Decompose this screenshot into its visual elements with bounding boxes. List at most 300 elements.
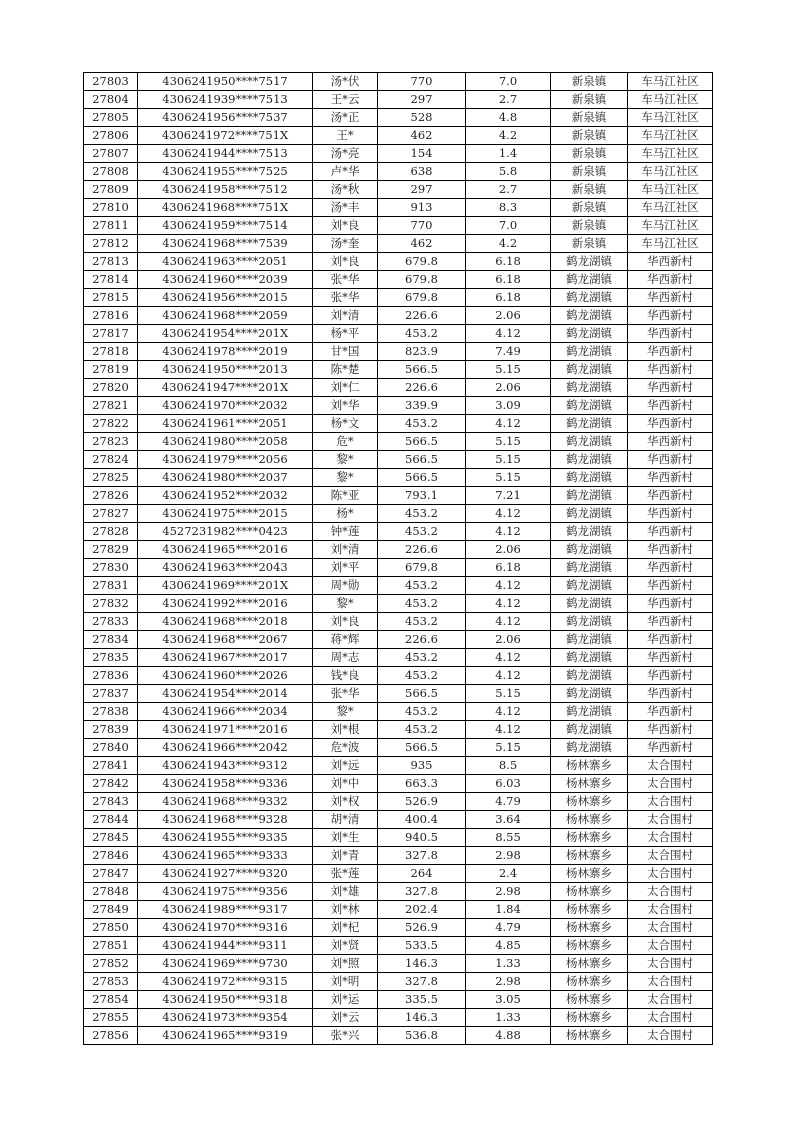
table-row bbox=[84, 505, 713, 523]
amount-cell: 526.9 bbox=[378, 793, 466, 811]
name-cell: 刘*照 bbox=[313, 955, 378, 973]
village-cell: 华西新村 bbox=[628, 631, 713, 649]
id-number-cell: 4306241956****7537 bbox=[138, 109, 313, 127]
table-row bbox=[84, 307, 713, 325]
area-cell: 5.15 bbox=[466, 433, 551, 451]
township-cell: 鹤龙湖镇 bbox=[551, 631, 628, 649]
row-number-cell: 27828 bbox=[84, 523, 138, 541]
id-number-cell: 4306241954****2014 bbox=[138, 685, 313, 703]
row-number-cell: 27841 bbox=[84, 757, 138, 775]
village-cell: 华西新村 bbox=[628, 397, 713, 415]
id-number-cell: 4306241939****7513 bbox=[138, 91, 313, 109]
id-number-cell: 4306241955****7525 bbox=[138, 163, 313, 181]
area-cell: 4.12 bbox=[466, 595, 551, 613]
id-number-cell: 4306241963****2043 bbox=[138, 559, 313, 577]
row-number-cell: 27803 bbox=[84, 73, 138, 91]
id-number-cell: 4306241971****2016 bbox=[138, 721, 313, 739]
township-cell: 鹤龙湖镇 bbox=[551, 433, 628, 451]
amount-cell: 453.2 bbox=[378, 613, 466, 631]
township-cell: 鹤龙湖镇 bbox=[551, 721, 628, 739]
township-cell: 新泉镇 bbox=[551, 163, 628, 181]
area-cell: 4.8 bbox=[466, 109, 551, 127]
id-number-cell: 4306241975****9356 bbox=[138, 883, 313, 901]
table-row bbox=[84, 775, 713, 793]
name-cell: 刘*根 bbox=[313, 721, 378, 739]
area-cell: 4.12 bbox=[466, 721, 551, 739]
area-cell: 3.64 bbox=[466, 811, 551, 829]
village-cell: 太合围村 bbox=[628, 973, 713, 991]
table-row bbox=[84, 145, 713, 163]
village-cell: 太合围村 bbox=[628, 757, 713, 775]
village-cell: 华西新村 bbox=[628, 271, 713, 289]
amount-cell: 462 bbox=[378, 127, 466, 145]
amount-cell: 335.5 bbox=[378, 991, 466, 1009]
area-cell: 1.33 bbox=[466, 1009, 551, 1027]
table-row bbox=[84, 847, 713, 865]
name-cell: 汤*秋 bbox=[313, 181, 378, 199]
table-row bbox=[84, 523, 713, 541]
area-cell: 4.12 bbox=[466, 325, 551, 343]
row-number-cell: 27855 bbox=[84, 1009, 138, 1027]
id-number-cell: 4306241944****9311 bbox=[138, 937, 313, 955]
row-number-cell: 27825 bbox=[84, 469, 138, 487]
village-cell: 华西新村 bbox=[628, 703, 713, 721]
area-cell: 6.18 bbox=[466, 253, 551, 271]
village-cell: 太合围村 bbox=[628, 919, 713, 937]
id-number-cell: 4527231982****0423 bbox=[138, 523, 313, 541]
id-number-cell: 4306241975****2015 bbox=[138, 505, 313, 523]
table-row bbox=[84, 217, 713, 235]
village-cell: 车马江社区 bbox=[628, 91, 713, 109]
village-cell: 车马江社区 bbox=[628, 199, 713, 217]
area-cell: 2.7 bbox=[466, 91, 551, 109]
village-cell: 华西新村 bbox=[628, 325, 713, 343]
area-cell: 5.15 bbox=[466, 469, 551, 487]
name-cell: 刘*权 bbox=[313, 793, 378, 811]
name-cell: 黎* bbox=[313, 451, 378, 469]
amount-cell: 453.2 bbox=[378, 505, 466, 523]
township-cell: 杨林寨乡 bbox=[551, 1009, 628, 1027]
village-cell: 华西新村 bbox=[628, 379, 713, 397]
township-cell: 新泉镇 bbox=[551, 199, 628, 217]
row-number-cell: 27829 bbox=[84, 541, 138, 559]
row-number-cell: 27822 bbox=[84, 415, 138, 433]
area-cell: 2.98 bbox=[466, 973, 551, 991]
row-number-cell: 27840 bbox=[84, 739, 138, 757]
amount-cell: 297 bbox=[378, 91, 466, 109]
table-row bbox=[84, 343, 713, 361]
township-cell: 鹤龙湖镇 bbox=[551, 343, 628, 361]
township-cell: 鹤龙湖镇 bbox=[551, 451, 628, 469]
row-number-cell: 27820 bbox=[84, 379, 138, 397]
area-cell: 2.4 bbox=[466, 865, 551, 883]
village-cell: 太合围村 bbox=[628, 847, 713, 865]
village-cell: 太合围村 bbox=[628, 991, 713, 1009]
id-number-cell: 4306241992****2016 bbox=[138, 595, 313, 613]
table-row bbox=[84, 919, 713, 937]
area-cell: 5.15 bbox=[466, 361, 551, 379]
area-cell: 4.12 bbox=[466, 415, 551, 433]
table-row bbox=[84, 541, 713, 559]
township-cell: 鹤龙湖镇 bbox=[551, 577, 628, 595]
row-number-cell: 27818 bbox=[84, 343, 138, 361]
row-number-cell: 27837 bbox=[84, 685, 138, 703]
amount-cell: 566.5 bbox=[378, 469, 466, 487]
area-cell: 4.2 bbox=[466, 127, 551, 145]
row-number-cell: 27851 bbox=[84, 937, 138, 955]
id-number-cell: 4306241958****9336 bbox=[138, 775, 313, 793]
name-cell: 刘*中 bbox=[313, 775, 378, 793]
village-cell: 车马江社区 bbox=[628, 181, 713, 199]
township-cell: 杨林寨乡 bbox=[551, 865, 628, 883]
id-number-cell: 4306241954****201X bbox=[138, 325, 313, 343]
village-cell: 太合围村 bbox=[628, 811, 713, 829]
area-cell: 4.12 bbox=[466, 523, 551, 541]
area-cell: 7.0 bbox=[466, 73, 551, 91]
village-cell: 华西新村 bbox=[628, 415, 713, 433]
row-number-cell: 27852 bbox=[84, 955, 138, 973]
row-number-cell: 27808 bbox=[84, 163, 138, 181]
table-row bbox=[84, 991, 713, 1009]
area-cell: 5.8 bbox=[466, 163, 551, 181]
table-row bbox=[84, 973, 713, 991]
name-cell: 刘*运 bbox=[313, 991, 378, 1009]
id-number-cell: 4306241989****9317 bbox=[138, 901, 313, 919]
village-cell: 华西新村 bbox=[628, 685, 713, 703]
village-cell: 车马江社区 bbox=[628, 73, 713, 91]
township-cell: 鹤龙湖镇 bbox=[551, 361, 628, 379]
id-number-cell: 4306241978****2019 bbox=[138, 343, 313, 361]
township-cell: 鹤龙湖镇 bbox=[551, 595, 628, 613]
amount-cell: 297 bbox=[378, 181, 466, 199]
village-cell: 华西新村 bbox=[628, 343, 713, 361]
village-cell: 华西新村 bbox=[628, 361, 713, 379]
row-number-cell: 27805 bbox=[84, 109, 138, 127]
name-cell: 刘*良 bbox=[313, 253, 378, 271]
name-cell: 刘*平 bbox=[313, 559, 378, 577]
village-cell: 太合围村 bbox=[628, 883, 713, 901]
id-number-cell: 4306241965****9333 bbox=[138, 847, 313, 865]
township-cell: 新泉镇 bbox=[551, 145, 628, 163]
row-number-cell: 27804 bbox=[84, 91, 138, 109]
village-cell: 华西新村 bbox=[628, 559, 713, 577]
id-number-cell: 4306241965****9319 bbox=[138, 1027, 313, 1045]
village-cell: 车马江社区 bbox=[628, 145, 713, 163]
name-cell: 杨*平 bbox=[313, 325, 378, 343]
row-number-cell: 27813 bbox=[84, 253, 138, 271]
area-cell: 4.79 bbox=[466, 793, 551, 811]
township-cell: 鹤龙湖镇 bbox=[551, 613, 628, 631]
amount-cell: 453.2 bbox=[378, 649, 466, 667]
id-number-cell: 4306241943****9312 bbox=[138, 757, 313, 775]
area-cell: 4.12 bbox=[466, 703, 551, 721]
row-number-cell: 27811 bbox=[84, 217, 138, 235]
area-cell: 2.7 bbox=[466, 181, 551, 199]
village-cell: 太合围村 bbox=[628, 937, 713, 955]
table-row bbox=[84, 325, 713, 343]
name-cell: 胡*清 bbox=[313, 811, 378, 829]
amount-cell: 226.6 bbox=[378, 379, 466, 397]
table-row bbox=[84, 73, 713, 91]
township-cell: 新泉镇 bbox=[551, 181, 628, 199]
id-number-cell: 4306241968****9332 bbox=[138, 793, 313, 811]
name-cell: 陈*楚 bbox=[313, 361, 378, 379]
amount-cell: 528 bbox=[378, 109, 466, 127]
village-cell: 太合围村 bbox=[628, 1027, 713, 1045]
area-cell: 8.3 bbox=[466, 199, 551, 217]
id-number-cell: 4306241969****201X bbox=[138, 577, 313, 595]
table-row bbox=[84, 199, 713, 217]
name-cell: 刘*青 bbox=[313, 847, 378, 865]
township-cell: 鹤龙湖镇 bbox=[551, 307, 628, 325]
village-cell: 太合围村 bbox=[628, 955, 713, 973]
township-cell: 杨林寨乡 bbox=[551, 955, 628, 973]
table-row bbox=[84, 127, 713, 145]
name-cell: 危*波 bbox=[313, 739, 378, 757]
township-cell: 杨林寨乡 bbox=[551, 937, 628, 955]
id-number-cell: 4306241970****2032 bbox=[138, 397, 313, 415]
township-cell: 鹤龙湖镇 bbox=[551, 667, 628, 685]
name-cell: 刘*良 bbox=[313, 217, 378, 235]
amount-cell: 823.9 bbox=[378, 343, 466, 361]
amount-cell: 453.2 bbox=[378, 325, 466, 343]
township-cell: 杨林寨乡 bbox=[551, 757, 628, 775]
amount-cell: 566.5 bbox=[378, 685, 466, 703]
id-number-cell: 4306241968****9328 bbox=[138, 811, 313, 829]
township-cell: 杨林寨乡 bbox=[551, 973, 628, 991]
amount-cell: 679.8 bbox=[378, 559, 466, 577]
name-cell: 王*云 bbox=[313, 91, 378, 109]
table-row bbox=[84, 469, 713, 487]
name-cell: 刘*良 bbox=[313, 613, 378, 631]
township-cell: 鹤龙湖镇 bbox=[551, 505, 628, 523]
amount-cell: 453.2 bbox=[378, 721, 466, 739]
township-cell: 新泉镇 bbox=[551, 217, 628, 235]
village-cell: 华西新村 bbox=[628, 613, 713, 631]
township-cell: 鹤龙湖镇 bbox=[551, 487, 628, 505]
row-number-cell: 27856 bbox=[84, 1027, 138, 1045]
area-cell: 4.12 bbox=[466, 649, 551, 667]
name-cell: 钟*莲 bbox=[313, 523, 378, 541]
table-row bbox=[84, 901, 713, 919]
id-number-cell: 4306241950****7517 bbox=[138, 73, 313, 91]
name-cell: 刘*杞 bbox=[313, 919, 378, 937]
id-number-cell: 4306241958****7512 bbox=[138, 181, 313, 199]
row-number-cell: 27809 bbox=[84, 181, 138, 199]
area-cell: 6.18 bbox=[466, 289, 551, 307]
village-cell: 华西新村 bbox=[628, 721, 713, 739]
amount-cell: 566.5 bbox=[378, 739, 466, 757]
row-number-cell: 27842 bbox=[84, 775, 138, 793]
row-number-cell: 27845 bbox=[84, 829, 138, 847]
amount-cell: 638 bbox=[378, 163, 466, 181]
id-number-cell: 4306241968****2018 bbox=[138, 613, 313, 631]
table-row bbox=[84, 271, 713, 289]
area-cell: 1.4 bbox=[466, 145, 551, 163]
table-row bbox=[84, 451, 713, 469]
village-cell: 华西新村 bbox=[628, 649, 713, 667]
name-cell: 周*勋 bbox=[313, 577, 378, 595]
row-number-cell: 27844 bbox=[84, 811, 138, 829]
village-cell: 车马江社区 bbox=[628, 127, 713, 145]
amount-cell: 453.2 bbox=[378, 577, 466, 595]
amount-cell: 913 bbox=[378, 199, 466, 217]
township-cell: 鹤龙湖镇 bbox=[551, 289, 628, 307]
area-cell: 1.84 bbox=[466, 901, 551, 919]
row-number-cell: 27843 bbox=[84, 793, 138, 811]
name-cell: 刘*林 bbox=[313, 901, 378, 919]
row-number-cell: 27827 bbox=[84, 505, 138, 523]
id-number-cell: 4306241952****2032 bbox=[138, 487, 313, 505]
id-number-cell: 4306241944****7513 bbox=[138, 145, 313, 163]
village-cell: 太合围村 bbox=[628, 1009, 713, 1027]
village-cell: 车马江社区 bbox=[628, 163, 713, 181]
area-cell: 5.15 bbox=[466, 451, 551, 469]
id-number-cell: 4306241960****2039 bbox=[138, 271, 313, 289]
township-cell: 鹤龙湖镇 bbox=[551, 469, 628, 487]
row-number-cell: 27810 bbox=[84, 199, 138, 217]
row-number-cell: 27838 bbox=[84, 703, 138, 721]
village-cell: 华西新村 bbox=[628, 289, 713, 307]
row-number-cell: 27807 bbox=[84, 145, 138, 163]
village-cell: 华西新村 bbox=[628, 505, 713, 523]
id-number-cell: 4306241960****2026 bbox=[138, 667, 313, 685]
row-number-cell: 27839 bbox=[84, 721, 138, 739]
row-number-cell: 27814 bbox=[84, 271, 138, 289]
name-cell: 刘*明 bbox=[313, 973, 378, 991]
amount-cell: 566.5 bbox=[378, 451, 466, 469]
area-cell: 2.06 bbox=[466, 379, 551, 397]
data-table bbox=[83, 72, 713, 1045]
amount-cell: 226.6 bbox=[378, 307, 466, 325]
table-row bbox=[84, 289, 713, 307]
amount-cell: 453.2 bbox=[378, 595, 466, 613]
name-cell: 刘*清 bbox=[313, 307, 378, 325]
amount-cell: 453.2 bbox=[378, 703, 466, 721]
area-cell: 4.79 bbox=[466, 919, 551, 937]
area-cell: 2.06 bbox=[466, 541, 551, 559]
amount-cell: 453.2 bbox=[378, 415, 466, 433]
village-cell: 华西新村 bbox=[628, 541, 713, 559]
name-cell: 黎* bbox=[313, 703, 378, 721]
area-cell: 8.55 bbox=[466, 829, 551, 847]
area-cell: 4.12 bbox=[466, 577, 551, 595]
area-cell: 4.2 bbox=[466, 235, 551, 253]
township-cell: 新泉镇 bbox=[551, 73, 628, 91]
table-row bbox=[84, 955, 713, 973]
name-cell: 张*华 bbox=[313, 271, 378, 289]
village-cell: 华西新村 bbox=[628, 433, 713, 451]
table-row bbox=[84, 649, 713, 667]
name-cell: 刘*生 bbox=[313, 829, 378, 847]
table-row bbox=[84, 667, 713, 685]
amount-cell: 146.3 bbox=[378, 955, 466, 973]
row-number-cell: 27850 bbox=[84, 919, 138, 937]
table-row bbox=[84, 415, 713, 433]
row-number-cell: 27846 bbox=[84, 847, 138, 865]
id-number-cell: 4306241967****2017 bbox=[138, 649, 313, 667]
area-cell: 4.12 bbox=[466, 505, 551, 523]
amount-cell: 154 bbox=[378, 145, 466, 163]
name-cell: 张*华 bbox=[313, 289, 378, 307]
amount-cell: 339.9 bbox=[378, 397, 466, 415]
name-cell: 汤*亮 bbox=[313, 145, 378, 163]
id-number-cell: 4306241979****2056 bbox=[138, 451, 313, 469]
village-cell: 太合围村 bbox=[628, 865, 713, 883]
township-cell: 鹤龙湖镇 bbox=[551, 739, 628, 757]
id-number-cell: 4306241966****2034 bbox=[138, 703, 313, 721]
row-number-cell: 27832 bbox=[84, 595, 138, 613]
amount-cell: 679.8 bbox=[378, 253, 466, 271]
village-cell: 华西新村 bbox=[628, 523, 713, 541]
name-cell: 汤*丰 bbox=[313, 199, 378, 217]
area-cell: 2.98 bbox=[466, 883, 551, 901]
table-row bbox=[84, 793, 713, 811]
amount-cell: 146.3 bbox=[378, 1009, 466, 1027]
name-cell: 蒋*辉 bbox=[313, 631, 378, 649]
row-number-cell: 27853 bbox=[84, 973, 138, 991]
amount-cell: 526.9 bbox=[378, 919, 466, 937]
area-cell: 2.06 bbox=[466, 307, 551, 325]
row-number-cell: 27812 bbox=[84, 235, 138, 253]
village-cell: 华西新村 bbox=[628, 253, 713, 271]
village-cell: 车马江社区 bbox=[628, 109, 713, 127]
table-row bbox=[84, 253, 713, 271]
village-cell: 华西新村 bbox=[628, 487, 713, 505]
id-number-cell: 4306241980****2058 bbox=[138, 433, 313, 451]
id-number-cell: 4306241956****2015 bbox=[138, 289, 313, 307]
area-cell: 6.03 bbox=[466, 775, 551, 793]
id-number-cell: 4306241969****9730 bbox=[138, 955, 313, 973]
name-cell: 张*兴 bbox=[313, 1027, 378, 1045]
table-row bbox=[84, 829, 713, 847]
row-number-cell: 27834 bbox=[84, 631, 138, 649]
table-row bbox=[84, 1009, 713, 1027]
area-cell: 2.98 bbox=[466, 847, 551, 865]
id-number-cell: 4306241968****2059 bbox=[138, 307, 313, 325]
table-row bbox=[84, 379, 713, 397]
township-cell: 新泉镇 bbox=[551, 91, 628, 109]
area-cell: 3.09 bbox=[466, 397, 551, 415]
amount-cell: 793.1 bbox=[378, 487, 466, 505]
table-row bbox=[84, 757, 713, 775]
amount-cell: 533.5 bbox=[378, 937, 466, 955]
id-number-cell: 4306241972****751X bbox=[138, 127, 313, 145]
name-cell: 危* bbox=[313, 433, 378, 451]
area-cell: 7.49 bbox=[466, 343, 551, 361]
amount-cell: 663.3 bbox=[378, 775, 466, 793]
township-cell: 杨林寨乡 bbox=[551, 829, 628, 847]
table-row bbox=[84, 631, 713, 649]
table-row bbox=[84, 433, 713, 451]
row-number-cell: 27821 bbox=[84, 397, 138, 415]
row-number-cell: 27819 bbox=[84, 361, 138, 379]
amount-cell: 462 bbox=[378, 235, 466, 253]
id-number-cell: 4306241968****751X bbox=[138, 199, 313, 217]
township-cell: 鹤龙湖镇 bbox=[551, 523, 628, 541]
township-cell: 新泉镇 bbox=[551, 127, 628, 145]
township-cell: 杨林寨乡 bbox=[551, 919, 628, 937]
table-row bbox=[84, 577, 713, 595]
township-cell: 杨林寨乡 bbox=[551, 775, 628, 793]
amount-cell: 264 bbox=[378, 865, 466, 883]
id-number-cell: 4306241973****9354 bbox=[138, 1009, 313, 1027]
row-number-cell: 27836 bbox=[84, 667, 138, 685]
id-number-cell: 4306241966****2042 bbox=[138, 739, 313, 757]
table-row bbox=[84, 685, 713, 703]
amount-cell: 327.8 bbox=[378, 847, 466, 865]
name-cell: 汤*正 bbox=[313, 109, 378, 127]
